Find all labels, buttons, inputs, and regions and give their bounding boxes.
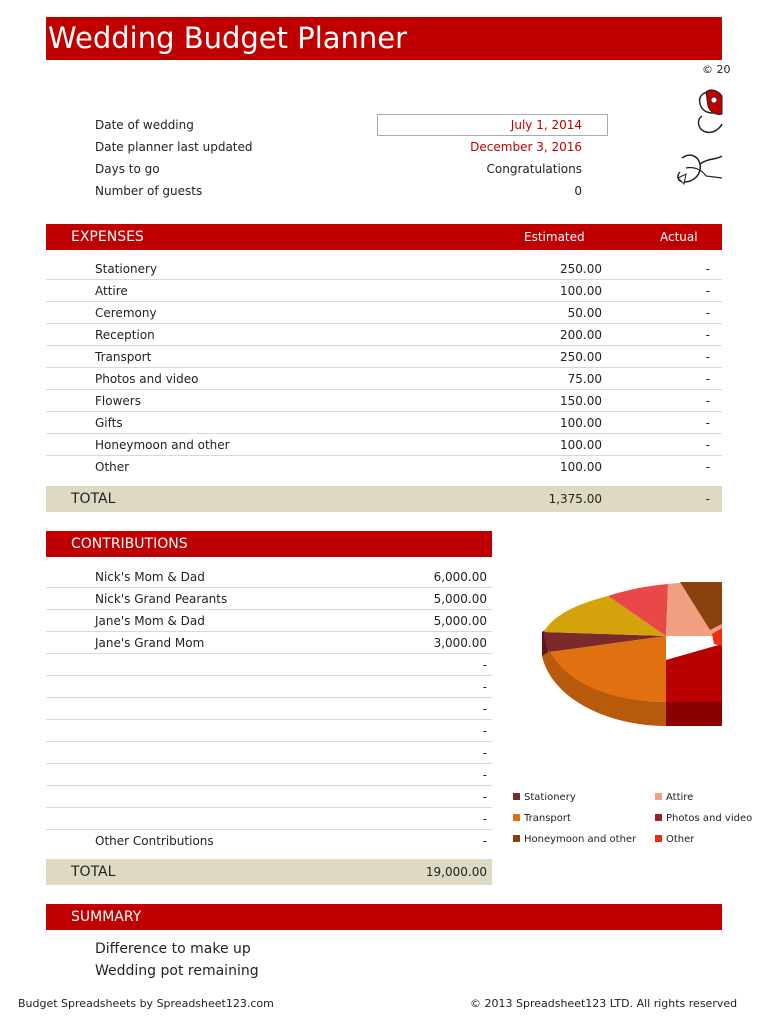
expense-label: Attire	[95, 284, 128, 298]
contribution-value[interactable]: -	[482, 768, 487, 782]
legend-swatch	[513, 814, 520, 821]
days-to-go-value: Congratulations	[486, 162, 582, 176]
contribution-label: Other Contributions	[95, 834, 214, 848]
legend-item-attire	[655, 792, 693, 803]
contributions-total-label: TOTAL	[71, 864, 116, 880]
expense-row[interactable]	[46, 280, 722, 302]
expenses-total-estimated: 1,375.00	[548, 492, 602, 506]
expense-label: Stationery	[95, 262, 158, 276]
contribution-value[interactable]: -	[482, 658, 487, 672]
legend-label: Transport	[524, 813, 571, 824]
footer-left-link[interactable]: Budget Spreadsheets by Spreadsheet123.com	[18, 997, 274, 1010]
expense-label: Photos and video	[95, 372, 199, 386]
expense-actual[interactable]: -	[705, 416, 710, 430]
expense-row[interactable]	[46, 456, 722, 478]
expense-label: Ceremony	[95, 306, 157, 320]
contribution-row[interactable]	[46, 742, 492, 764]
expense-row[interactable]	[46, 412, 722, 434]
contribution-row[interactable]	[46, 786, 492, 808]
legend-item-transport	[513, 813, 571, 824]
summary-title: SUMMARY	[71, 909, 142, 925]
info-label-guests: Number of guests	[95, 184, 203, 198]
contribution-label: Jane's Grand Mom	[95, 636, 205, 650]
contribution-row[interactable]	[46, 830, 492, 852]
contribution-label: Jane's Mom & Dad	[95, 614, 205, 628]
expense-row[interactable]	[46, 434, 722, 456]
expense-estimated[interactable]: 50.00	[567, 306, 602, 320]
contribution-row[interactable]	[46, 632, 492, 654]
actual-column-header: Actual	[660, 230, 698, 244]
expense-actual[interactable]: -	[705, 306, 710, 320]
legend-swatch	[655, 793, 662, 800]
contribution-row[interactable]	[46, 676, 492, 698]
contribution-row[interactable]	[46, 610, 492, 632]
wedding-date-value[interactable]: July 1, 2014	[510, 118, 582, 132]
expenses-title: EXPENSES	[71, 229, 144, 245]
legend-swatch	[655, 835, 662, 842]
legend-swatch	[513, 835, 520, 842]
legend-item-photos	[655, 813, 753, 824]
contribution-value[interactable]: -	[482, 702, 487, 716]
contributions-total-row	[46, 859, 492, 885]
contribution-row[interactable]	[46, 654, 492, 676]
summary-header	[46, 904, 722, 930]
expense-label: Gifts	[95, 416, 123, 430]
expense-estimated[interactable]: 250.00	[560, 262, 602, 276]
expense-label: Reception	[95, 328, 155, 342]
legend-item-other	[655, 834, 694, 845]
legend-swatch	[655, 814, 662, 821]
copyright-top: © 20	[702, 63, 731, 76]
contribution-row[interactable]	[46, 588, 492, 610]
expense-estimated[interactable]: 75.00	[567, 372, 602, 386]
expense-label: Honeymoon and other	[95, 438, 230, 452]
expenses-total-label: TOTAL	[71, 491, 116, 507]
expenses-total-actual: -	[705, 492, 710, 506]
contribution-value[interactable]: 3,000.00	[433, 636, 487, 650]
expenses-header	[46, 224, 722, 250]
legend-label: Honeymoon and other	[524, 834, 637, 845]
estimated-column-header: Estimated	[524, 230, 585, 244]
contribution-row[interactable]	[46, 566, 492, 588]
contribution-row[interactable]	[46, 698, 492, 720]
wedding-logo	[676, 86, 722, 198]
expense-label: Other	[95, 460, 130, 474]
expense-row[interactable]	[46, 258, 722, 280]
contribution-value[interactable]: 5,000.00	[433, 592, 487, 606]
summary-pot-remaining: Wedding pot remaining	[95, 963, 259, 979]
contribution-value[interactable]: -	[482, 680, 487, 694]
expense-label: Flowers	[95, 394, 141, 408]
info-label-days-to-go: Days to go	[95, 162, 160, 176]
legend-item-honeymoon	[513, 834, 636, 845]
contribution-label: Nick's Grand Pearants	[95, 592, 228, 606]
last-updated-value: December 3, 2016	[470, 140, 582, 154]
contribution-label: Nick's Mom & Dad	[95, 570, 205, 584]
expense-estimated[interactable]: 100.00	[560, 284, 602, 298]
summary-difference: Difference to make up	[95, 941, 251, 957]
expense-estimated[interactable]: 250.00	[560, 350, 602, 364]
contributions-header	[46, 531, 492, 557]
expense-estimated[interactable]: 100.00	[560, 438, 602, 452]
contribution-row[interactable]	[46, 720, 492, 742]
expense-label: Transport	[95, 350, 152, 364]
pie-slice-other	[666, 644, 722, 702]
expense-estimated[interactable]: 200.00	[560, 328, 602, 342]
legend-swatch	[513, 793, 520, 800]
page-title: Wedding Budget Planner	[48, 21, 408, 55]
contribution-value[interactable]: -	[482, 812, 487, 826]
contribution-value[interactable]: -	[482, 834, 487, 848]
expense-actual[interactable]: -	[705, 284, 710, 298]
info-label-wedding-date: Date of wedding	[95, 118, 194, 132]
legend-label: Photos and video	[666, 813, 753, 824]
legend-item-stationery	[513, 792, 576, 803]
expenses-total-row	[46, 486, 722, 512]
legend-label: Stationery	[524, 792, 576, 803]
contribution-value[interactable]: 6,000.00	[433, 570, 487, 584]
expense-row[interactable]	[46, 324, 722, 346]
expense-row[interactable]	[46, 346, 722, 368]
expense-row[interactable]	[46, 390, 722, 412]
pie-side-other	[666, 702, 722, 726]
legend-label: Attire	[666, 792, 694, 803]
expenses-pie-chart	[500, 560, 722, 740]
expense-actual[interactable]: -	[705, 460, 710, 474]
expense-actual[interactable]: -	[705, 328, 710, 342]
contributions-total-value: 19,000.00	[425, 865, 487, 879]
expense-row[interactable]	[46, 302, 722, 324]
contribution-value[interactable]: -	[482, 724, 487, 738]
expense-actual[interactable]: -	[705, 372, 710, 386]
expense-row[interactable]	[46, 368, 722, 390]
expense-estimated[interactable]: 100.00	[560, 416, 602, 430]
guests-value[interactable]: 0	[574, 184, 582, 198]
expense-actual[interactable]: -	[705, 394, 710, 408]
contributions-title: CONTRIBUTIONS	[71, 536, 188, 552]
info-label-last-updated: Date planner last updated	[95, 140, 253, 154]
contribution-value[interactable]: 5,000.00	[433, 614, 487, 628]
contribution-row[interactable]	[46, 808, 492, 830]
legend-label: Other	[666, 834, 695, 845]
footer-copyright: © 2013 Spreadsheet123 LTD. All rights reserved	[470, 997, 738, 1010]
expense-estimated[interactable]: 150.00	[560, 394, 602, 408]
contribution-value[interactable]: -	[482, 790, 487, 804]
contribution-value[interactable]: -	[482, 746, 487, 760]
expense-actual[interactable]: -	[705, 438, 710, 452]
expense-actual[interactable]: -	[705, 350, 710, 364]
expense-actual[interactable]: -	[705, 262, 710, 276]
contribution-row[interactable]	[46, 764, 492, 786]
expense-estimated[interactable]: 100.00	[560, 460, 602, 474]
